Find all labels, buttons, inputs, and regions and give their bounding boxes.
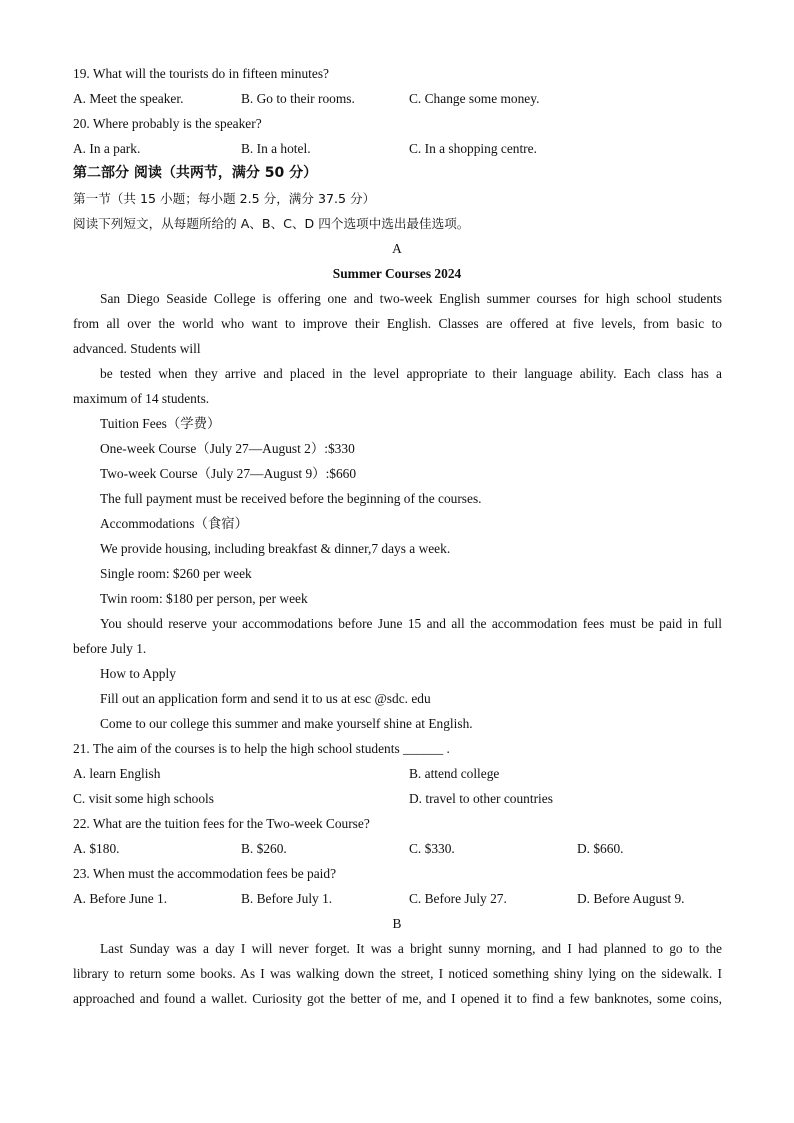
option-d: D. Before August 9. (577, 891, 685, 906)
apply-heading: How to Apply (100, 666, 176, 681)
housing-note: We provide housing, including breakfast & dinner,7 days a week. (100, 541, 451, 556)
passage-b-letter: B (392, 916, 402, 931)
option-a: A. Meet the speaker. (73, 91, 184, 106)
apply-text: Fill out an application form and send it to us at esc @sdc. edu (100, 691, 431, 706)
option-c: C. Before July 27. (409, 891, 507, 906)
passage-a-title: Summer Courses 2024 (332, 266, 462, 281)
question-21: 21. The aim of the courses is to help the high school students ______ . (73, 741, 450, 756)
option-a: A. $180. (73, 841, 120, 856)
option-d: D. travel to other countries (409, 791, 553, 806)
question-20-options (73, 136, 722, 161)
option-c: C. In a shopping centre. (409, 141, 537, 156)
question-21-options (73, 786, 722, 811)
twin-room-price: Twin room: $180 per person, per week (100, 591, 308, 606)
passage-b-line: library to return some books. As I was walking down the street, I noticed something shiny lying on the sidewalk. I (73, 966, 722, 981)
accommodations-heading: Accommodations（食宿） (100, 516, 249, 531)
two-week-course: Two-week Course（July 27—August 9）:$660 (100, 466, 357, 481)
option-c: C. visit some high schools (73, 791, 214, 806)
closing-text: Come to our college this summer and make yourself shine at English. (100, 716, 473, 731)
passage-b-line: approached and found a wallet. Curiosity got the better of me, and I opened it to find a few banknotes, some coins, (73, 991, 722, 1006)
reserve-note: before July 1. (73, 641, 147, 656)
reserve-note: You should reserve your accommodations before June 15 and all the accommodation fees must be paid in full (100, 616, 722, 631)
passage-a-line: advanced. Students will (73, 341, 201, 356)
full-payment-note: The full payment must be received before the beginning of the courses. (100, 491, 482, 506)
question-19-options (73, 86, 722, 111)
tuition-heading: Tuition Fees（学费） (100, 416, 221, 431)
option-b: B. $260. (241, 841, 287, 856)
question-23: 23. When must the accommodation fees be paid? (73, 866, 337, 881)
reading-instructions: 阅读下列短文，从每题所给的 A、B、C、D 四个选项中选出最佳选项。 (73, 216, 470, 231)
option-c: C. $330. (409, 841, 455, 856)
option-c: C. Change some money. (409, 91, 540, 106)
option-b: B. Go to their rooms. (241, 91, 355, 106)
question-22-options (73, 836, 722, 861)
single-room-price: Single room: $260 per week (100, 566, 252, 581)
question-20: 20. Where probably is the speaker? (73, 116, 262, 131)
option-a: A. Before June 1. (73, 891, 168, 906)
option-b: B. In a hotel. (241, 141, 311, 156)
passage-b-line: Last Sunday was a day I will never forget. It was a bright sunny morning, and I had planned to go to the (100, 941, 722, 956)
passage-a-line: San Diego Seaside College is offering one and two-week English summer courses for high school students (100, 291, 722, 306)
passage-a-line: from all over the world who want to improve their English. Classes are offered at five levels, from basic to (73, 316, 722, 331)
part2-heading: 第二部分 阅读（共两节，满分 50 分） (73, 165, 318, 181)
option-a: A. learn English (73, 766, 161, 781)
question-21-options (73, 761, 722, 786)
passage-a-letter: A (392, 241, 402, 256)
one-week-course: One-week Course（July 27—August 2）:$330 (100, 441, 355, 456)
question-19: 19. What will the tourists do in fifteen minutes? (73, 66, 329, 81)
passage-a-line: maximum of 14 students. (73, 391, 210, 406)
option-d: D. $660. (577, 841, 624, 856)
question-22: 22. What are the tuition fees for the Two-week Course? (73, 816, 370, 831)
question-23-options (73, 886, 722, 911)
option-b: B. Before July 1. (241, 891, 333, 906)
section1-heading: 第一节（共 15 小题；每小题 2.5 分，满分 37.5 分） (73, 191, 376, 206)
option-b: B. attend college (409, 766, 500, 781)
passage-a-line: be tested when they arrive and placed in the level appropriate to their language ability. Each class has a (100, 366, 722, 381)
option-a: A. In a park. (73, 141, 141, 156)
